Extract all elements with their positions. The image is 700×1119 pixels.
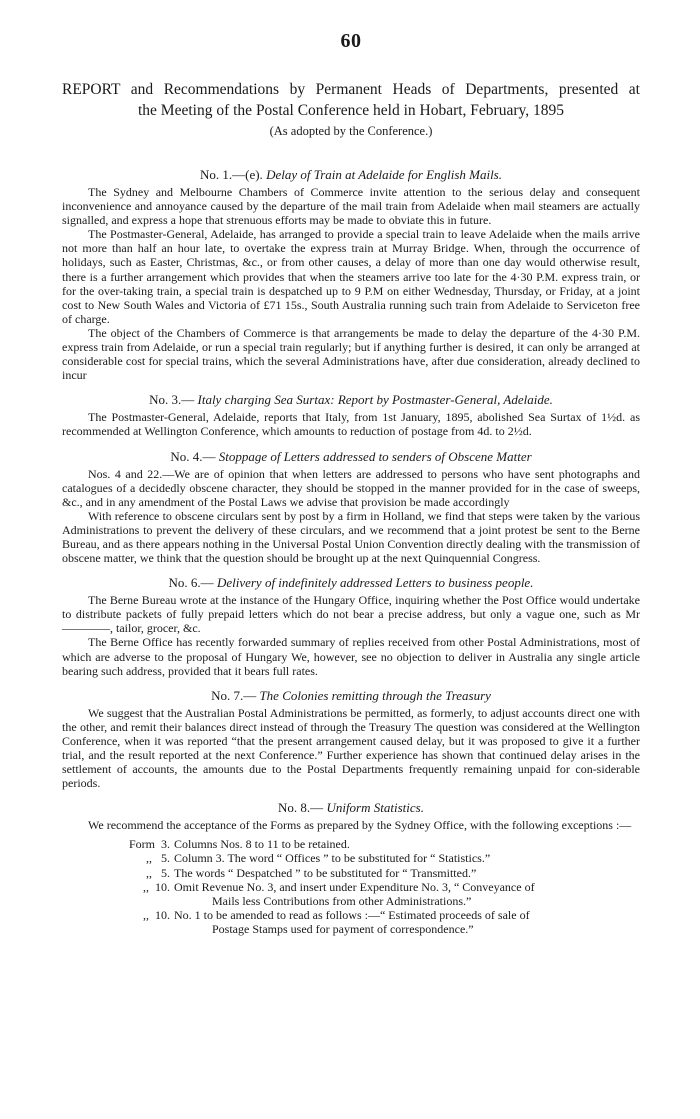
form-exception-item	[62, 837, 640, 851]
report-sections	[62, 167, 640, 832]
section-number: No. 6.—	[168, 575, 217, 591]
section-paragraph: We recommend the acceptance of the Forms as prepared by the Sydney Office, with the following exceptions :—	[88, 818, 632, 833]
form-exception-item	[62, 880, 640, 908]
section-title: Delivery of indefinitely addressed Letters to business people.	[216, 575, 534, 591]
section-number: No. 4.—	[170, 448, 219, 464]
section-paragraph: The Postmaster-General, Adelaide, reports that Italy, from 1st January, 1895, abolished Sea Surtax of 1½d. as recommended at Wellington Conference, which amounts to reduction of postage from 4d. to 2½d.	[62, 410, 640, 439]
page-number: 60	[340, 30, 362, 52]
section-number: No. 1.—(e).	[199, 167, 267, 182]
section-title: Stoppage of Letters addressed to senders of Obscene Matter	[218, 448, 532, 464]
form-exception-text: Column 3. The word “ Offices ” to be substituted for “ Statistics.”	[174, 851, 491, 866]
form-exception-item	[62, 866, 640, 880]
section-heading	[62, 688, 640, 704]
form-exception-text: The words “ Despatched ” to be substituted for “ Transmitted.”	[174, 865, 477, 880]
form-exception-label: ,, 5.	[146, 865, 170, 880]
section-heading	[62, 575, 640, 591]
section-paragraph: The object of the Chambers of Commerce is that arrangements be made to delay the departure of the 4·30 P.M. express train from Adelaide, or run a special train regularly; but if anything further is desired, it can only be arranged at considerable cost for special trains, which the several Administrations have, after due consideration, already declined to incur	[62, 325, 640, 383]
form-exception-item	[62, 908, 640, 936]
section-paragraph: The Berne Office has recently forwarded summary of replies received from other Postal Administrations, most of which are adverse to the proposal of Hungary We, however, see no objection to deliver in Australia any single article bearing such address, provided that it bears full rates.	[62, 635, 640, 678]
section-paragraph: We suggest that the Australian Postal Administrations be permitted, as formerly, to adjust accounts direct one with the other, and remit their balances direct instead of through the Treasury The question was considered at the Wellington Conference, when it was reported “that the present arrangement caused delay, but it was proposed to give it a further trial, and the result reported at the next Conference.” Further experience has shown that continued delay arises in the settlement of accounts, the amounts due to the Postal Departments frequently remaining unpaid for con-siderable periods.	[62, 705, 640, 791]
form-exception-text: Columns Nos. 8 to 11 to be retained.	[174, 837, 350, 852]
section-number: No. 7.—	[211, 687, 260, 703]
form-exceptions-list	[62, 837, 640, 936]
report-title-line-2: the Meeting of the Postal Conference held in Hobart, February, 1895	[138, 102, 564, 119]
section-heading	[62, 800, 640, 816]
form-exception-text: Omit Revenue No. 3, and insert under Expenditure No. 3, “ Conveyance of Mails less Contributions from other Administrations.”	[174, 880, 640, 908]
section-paragraph: With reference to obscene circulars sent by post by a firm in Holland, we find that steps were taken by the various Administrations to prevent the delivery of these circulars, and we recommend that a joint protest be sent to the Berne Bureau, and as there appears nothing in the Universal Postal Union Convention directly dealing with the transmission of obscene matter, we think that the question should be brought up at the next Quinquennial Congress.	[62, 508, 640, 566]
section-paragraph: Nos. 4 and 22.—We are of opinion that when letters are addressed to persons who have sent photographs and catalogues of a decidedly obscene character, they should be stopped in the manner provided for in the case of sweeps, &c., and in any amendment of the Postal Laws we advise that provision be made accordingly	[62, 466, 640, 509]
section-number: No. 8.—	[278, 800, 327, 816]
section-number: No. 3.—	[149, 392, 198, 408]
form-exception-label: ,, 10.	[143, 879, 170, 894]
form-exception-item	[62, 851, 640, 865]
section-paragraph: The Postmaster-General, Adelaide, has arranged to provide a special train to leave Adelaide when the mails arrive not more than half an hour late, to overtake the express train at Murray Bridge. When, through the occurrence of holidays, such as Easter, Christmas, &c., or from other causes, a delay of more than one day would otherwise result, there is a further arrangement which provides that when the steamers arrive too late for the 4·30 P.M. express train, or for the over-taking train, a special train is despatched up to 9 P.M on either Wednesday, Thursday, or Friday, at a joint cost to New South Wales and Victoria of £71 15s., South Australia running such train from Adelaide to Serviceton free of charge.	[62, 227, 640, 326]
report-title-line-1: REPORT and Recommendations by Permanent Heads of Departments, presented at	[62, 81, 640, 98]
form-exception-label: ,, 5.	[146, 851, 170, 866]
section-title: Italy charging Sea Surtax: Report by Postmaster-General, Adelaide.	[197, 392, 553, 408]
section-heading	[62, 449, 640, 465]
section-title: Delay of Train at Adelaide for English Mails.	[266, 167, 502, 182]
document-page	[62, 30, 640, 936]
section-paragraph: The Berne Bureau wrote at the instance of the Hungary Office, inquiring whether the Post Office would undertake to distribute packets of fully prepaid letters which do not bear a precise address, but only a vague one, such as Mr ————, tailor, grocer, &c.	[62, 593, 640, 636]
form-exception-text: No. 1 to be amended to read as follows :—“ Estimated proceeds of sale of Postage Stamps used for payment of correspondence.”	[174, 908, 640, 936]
form-exception-continuation: Postage Stamps used for payment of correspondence.”	[212, 921, 474, 936]
section-heading	[62, 167, 640, 183]
form-exception-label: Form 3.	[128, 837, 170, 852]
report-subtitle: (As adopted by the Conference.)	[269, 124, 433, 138]
section-title: The Colonies remitting through the Treasury	[259, 687, 491, 703]
section-title: Uniform Statistics.	[326, 800, 424, 816]
section-paragraph: The Sydney and Melbourne Chambers of Commerce invite attention to the serious delay and consequent inconvenience and annoyance caused by the departure of the mail train from Adelaide when mail steamers are actually signalled, and express a hope that strenuous efforts may be made to obviate this in future.	[62, 185, 640, 228]
section-heading	[62, 392, 640, 408]
report-title	[62, 79, 640, 121]
form-exception-label: ,, 10.	[143, 907, 170, 922]
form-exception-continuation: Mails less Contributions from other Administrations.”	[212, 893, 472, 908]
